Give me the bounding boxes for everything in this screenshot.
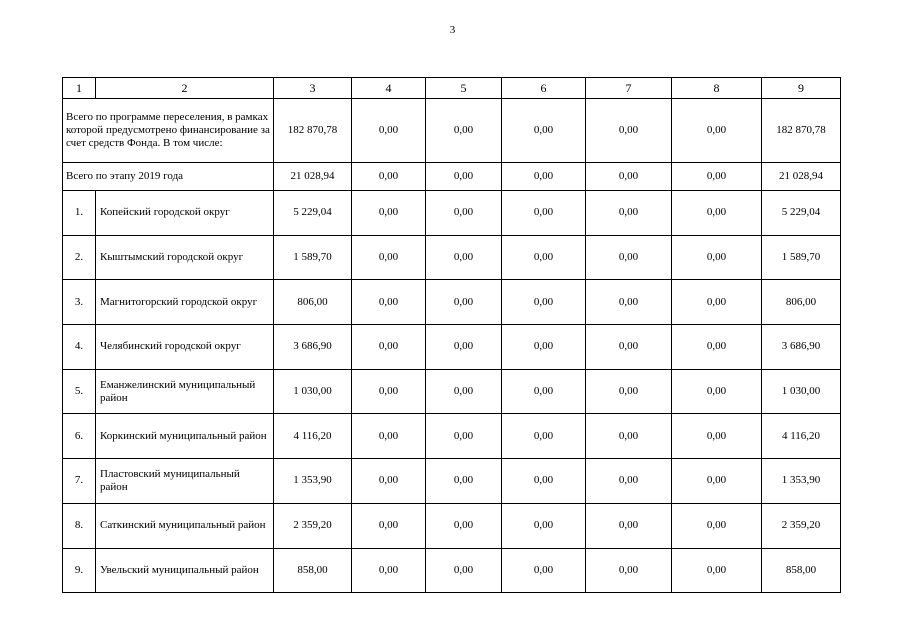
- page-number: 3: [449, 24, 456, 36]
- stage-value: 0,00: [586, 163, 672, 191]
- column-header: 6: [502, 78, 586, 99]
- stage-value: 21 028,94: [762, 163, 841, 191]
- amount-cell: 0,00: [352, 235, 426, 280]
- column-header: 2: [96, 78, 274, 99]
- amount-cell: 0,00: [672, 459, 762, 504]
- stage-total-row: [63, 163, 841, 191]
- row-number: 1.: [63, 191, 96, 236]
- column-header: 7: [586, 78, 672, 99]
- amount-cell: 1 030,00: [762, 369, 841, 414]
- table-row: [63, 191, 841, 236]
- total-value: 0,00: [426, 99, 502, 163]
- amount-cell: 806,00: [274, 280, 352, 325]
- amount-cell: 0,00: [672, 414, 762, 459]
- amount-cell: 0,00: [426, 191, 502, 236]
- funding-table: [62, 77, 841, 593]
- table-row: [63, 235, 841, 280]
- amount-cell: 858,00: [762, 548, 841, 593]
- amount-cell: 0,00: [352, 191, 426, 236]
- amount-cell: 0,00: [426, 235, 502, 280]
- amount-cell: 0,00: [502, 235, 586, 280]
- amount-cell: 806,00: [762, 280, 841, 325]
- amount-cell: 0,00: [426, 459, 502, 504]
- amount-cell: 4 116,20: [762, 414, 841, 459]
- amount-cell: 0,00: [586, 191, 672, 236]
- amount-cell: 5 229,04: [274, 191, 352, 236]
- amount-cell: 2 359,20: [274, 503, 352, 548]
- amount-cell: 0,00: [502, 503, 586, 548]
- amount-cell: 0,00: [502, 414, 586, 459]
- amount-cell: 0,00: [502, 548, 586, 593]
- column-header: 9: [762, 78, 841, 99]
- row-number: 4.: [63, 325, 96, 370]
- amount-cell: 0,00: [586, 235, 672, 280]
- stage-value: 0,00: [502, 163, 586, 191]
- amount-cell: 0,00: [586, 548, 672, 593]
- stage-total-label: Всего по этапу 2019 года: [63, 163, 274, 191]
- table-row: [63, 548, 841, 593]
- amount-cell: 0,00: [502, 280, 586, 325]
- amount-cell: 0,00: [586, 459, 672, 504]
- amount-cell: 0,00: [586, 414, 672, 459]
- row-number: 9.: [63, 548, 96, 593]
- program-total-row: [63, 99, 841, 163]
- municipality-name: Еманжелинский муниципальный район: [96, 369, 274, 414]
- column-header: 3: [274, 78, 352, 99]
- row-number: 7.: [63, 459, 96, 504]
- amount-cell: 0,00: [426, 503, 502, 548]
- amount-cell: 858,00: [274, 548, 352, 593]
- municipality-name: Увельский муниципальный район: [96, 548, 274, 593]
- stage-value: 0,00: [426, 163, 502, 191]
- amount-cell: 0,00: [586, 280, 672, 325]
- amount-cell: 1 353,90: [762, 459, 841, 504]
- amount-cell: 0,00: [672, 280, 762, 325]
- stage-value: 0,00: [672, 163, 762, 191]
- amount-cell: 2 359,20: [762, 503, 841, 548]
- amount-cell: 3 686,90: [762, 325, 841, 370]
- amount-cell: 0,00: [352, 325, 426, 370]
- amount-cell: 4 116,20: [274, 414, 352, 459]
- amount-cell: 1 589,70: [274, 235, 352, 280]
- total-value: 0,00: [352, 99, 426, 163]
- municipality-name: Пластовский муниципальный район: [96, 459, 274, 504]
- amount-cell: 0,00: [672, 325, 762, 370]
- row-number: 8.: [63, 503, 96, 548]
- amount-cell: 0,00: [426, 369, 502, 414]
- table-body: [63, 78, 841, 593]
- amount-cell: 1 353,90: [274, 459, 352, 504]
- amount-cell: 1 030,00: [274, 369, 352, 414]
- row-number: 3.: [63, 280, 96, 325]
- amount-cell: 0,00: [586, 325, 672, 370]
- row-number: 6.: [63, 414, 96, 459]
- total-value: 0,00: [502, 99, 586, 163]
- amount-cell: 0,00: [352, 503, 426, 548]
- amount-cell: 0,00: [502, 325, 586, 370]
- municipality-name: Магнитогорский городской округ: [96, 280, 274, 325]
- column-header: 4: [352, 78, 426, 99]
- amount-cell: 0,00: [672, 548, 762, 593]
- municipality-name: Кыштымский городской округ: [96, 235, 274, 280]
- program-total-label: Всего по программе переселения, в рамках которой предусмотрено финансирование за счет средств Фонда. В том числе:: [63, 99, 274, 163]
- table-row: [63, 414, 841, 459]
- amount-cell: 0,00: [426, 548, 502, 593]
- municipality-name: Копейский городской округ: [96, 191, 274, 236]
- total-value: 0,00: [586, 99, 672, 163]
- amount-cell: 0,00: [352, 414, 426, 459]
- amount-cell: 1 589,70: [762, 235, 841, 280]
- amount-cell: 0,00: [352, 369, 426, 414]
- amount-cell: 0,00: [502, 191, 586, 236]
- amount-cell: 0,00: [672, 235, 762, 280]
- table-row: [63, 369, 841, 414]
- amount-cell: 3 686,90: [274, 325, 352, 370]
- amount-cell: 5 229,04: [762, 191, 841, 236]
- column-header: 8: [672, 78, 762, 99]
- row-number: 2.: [63, 235, 96, 280]
- total-value: 0,00: [672, 99, 762, 163]
- stage-value: 21 028,94: [274, 163, 352, 191]
- column-header: 5: [426, 78, 502, 99]
- table-row: [63, 280, 841, 325]
- amount-cell: 0,00: [352, 548, 426, 593]
- stage-value: 0,00: [352, 163, 426, 191]
- amount-cell: 0,00: [502, 369, 586, 414]
- header-row: [63, 78, 841, 99]
- row-number: 5.: [63, 369, 96, 414]
- amount-cell: 0,00: [672, 503, 762, 548]
- municipality-name: Челябинский городской округ: [96, 325, 274, 370]
- table-row: [63, 459, 841, 504]
- column-header: 1: [63, 78, 96, 99]
- amount-cell: 0,00: [586, 369, 672, 414]
- amount-cell: 0,00: [672, 191, 762, 236]
- amount-cell: 0,00: [352, 280, 426, 325]
- amount-cell: 0,00: [426, 414, 502, 459]
- total-value: 182 870,78: [274, 99, 352, 163]
- amount-cell: 0,00: [586, 503, 672, 548]
- amount-cell: 0,00: [672, 369, 762, 414]
- amount-cell: 0,00: [426, 280, 502, 325]
- municipality-name: Коркинский муниципальный район: [96, 414, 274, 459]
- table-row: [63, 325, 841, 370]
- amount-cell: 0,00: [426, 325, 502, 370]
- table-row: [63, 503, 841, 548]
- amount-cell: 0,00: [502, 459, 586, 504]
- total-value: 182 870,78: [762, 99, 841, 163]
- amount-cell: 0,00: [352, 459, 426, 504]
- municipality-name: Саткинский муниципальный район: [96, 503, 274, 548]
